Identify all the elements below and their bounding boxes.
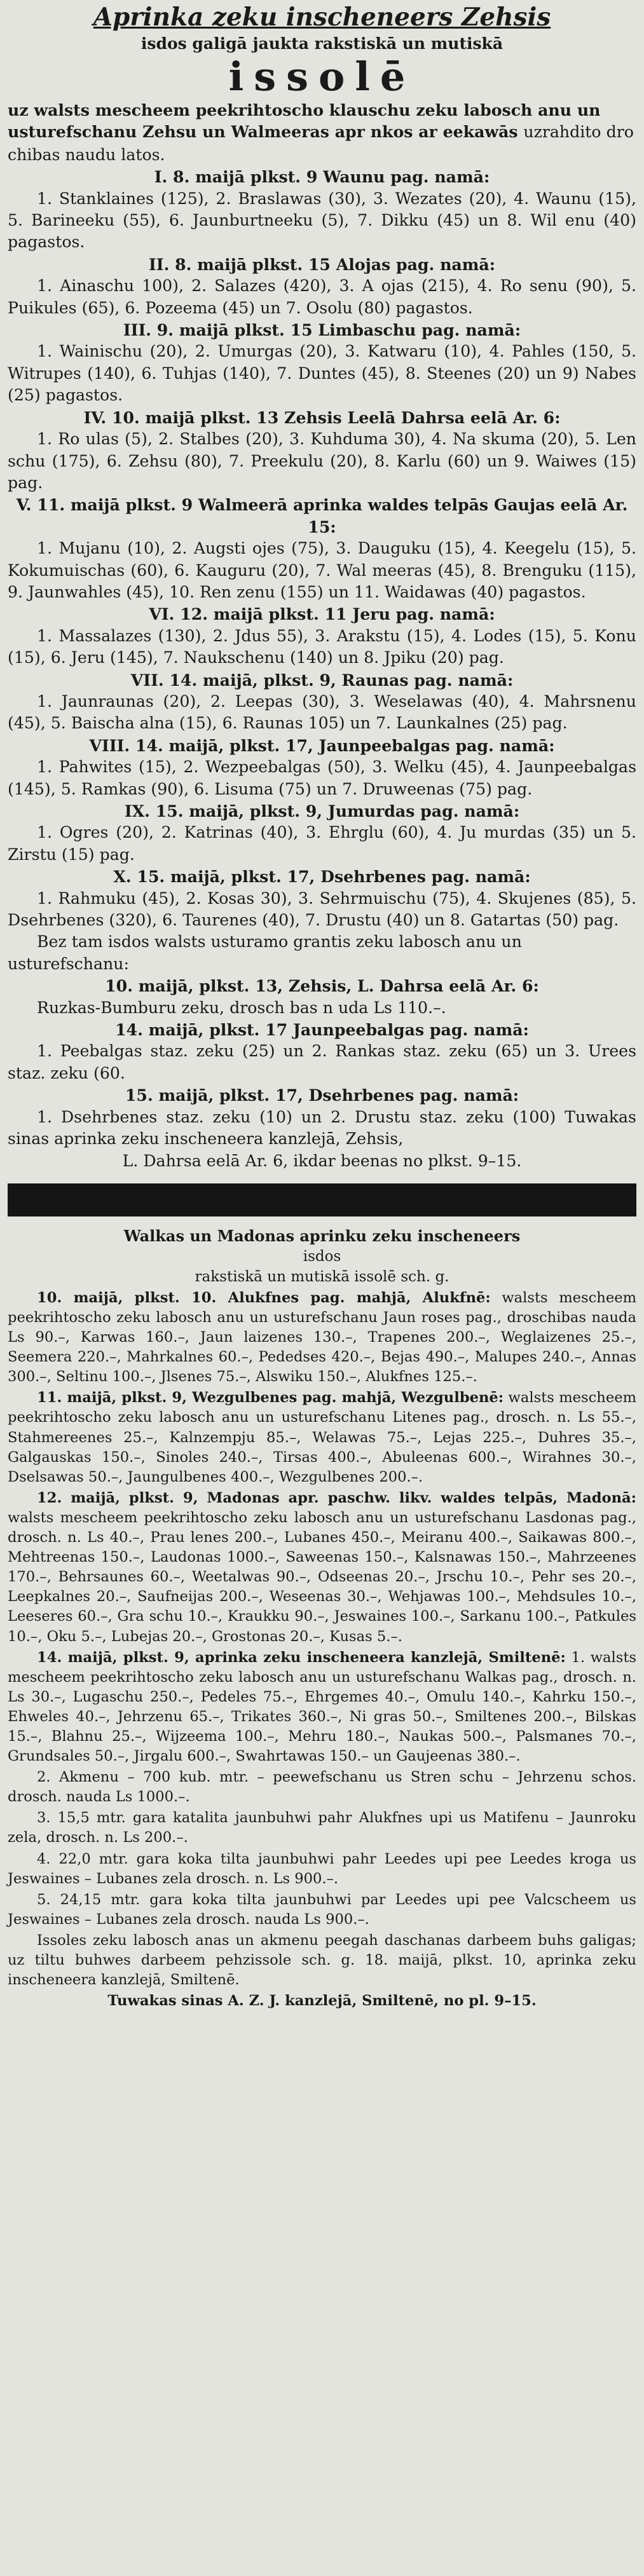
paragraph-lead: 10. maijā, plkst. 10. Alukfnes pag. mahjā, Alukfnē: [37,1289,491,1306]
notice-footer: Tuwakas sinas A. Z. J. kanzlejā, Smiltenē, no pl. 9–15. [107,1993,537,2010]
section-heading: I. 8. maijā plkst. 9 Waunu pag. namā: [154,167,490,187]
paragraph-text: walsts mescheem peekrihtoscho zeku labosch anu un usturefschanu Litenes pag., drosch. n. Ls 55.–, Stahmereenes 25.–, Kalnzempju 85.–, Welawas 75.–, Lejas 225.–, Duhres 35.–, Galgauskas 150.–, Sinoles 240.–, Tirsas 400.–, Abuleenas 600.–, Wirahnes 30.–, Dselsawas 50.–, Jaungulbenes 400.–, Wezgulbenes 200.–. [8,1389,636,1485]
auction-section [8,603,636,669]
state-road-body: 1. Peebalgas staz. zeku (25) un 2. Rankas staz. zeku (65) un 3. Urees staz. zeku (60. [8,1042,636,1082]
intro-normal-text: uzrahdito dro chibas naudu latos. [8,123,634,164]
section-heading: III. 9. maijā plkst. 15 Limbaschu pag. namā: [123,320,521,340]
paragraph-text: Issoles zeku labosch anas un akmenu peegah daschanas darbeem buhs galigas; uz tiltu buhwes darbeem pehzissole sch. g. 18. maijā, plkst. 10, aprinka zeku inscheneera kanzlejā, Smiltenē. [8,1932,636,1989]
state-road-item [8,1019,636,1084]
section-heading: X. 15. maijā, plkst. 17, Dsehrbenes pag. namā: [113,867,531,887]
paragraph-text: 4. 22,0 mtr. gara koka tilta jaunbuhwi pahr Leedes upi pee Leedes kroga us Jeswaines – Lubanes zela drosch. n. Ls 900.–. [8,1850,636,1887]
auction-paragraph [8,1890,636,1930]
paragraph-text: 2. Akmenu – 700 kub. mtr. – peewefschanu us Stren schu – Jehrzenu schos. drosch. nauda Ls 1000.–. [8,1769,636,1806]
auction-paragraph [8,1931,636,1990]
section-heading: VIII. 14. maijā, plkst. 17, Jaunpeebalgas pag. namā: [89,735,555,755]
auction-section [8,254,636,319]
auction-section [8,735,636,800]
notice-intro [8,99,636,166]
section-body: 1. Ro ulas (5), 2. Stalbes (20), 3. Kuhduma 30), 4. Na skuma (20), 5. Len schu (175), 6. Zehsu (80), 7. Preekulu (20), 8. Karlu (60) un 9. Waiwes (15) pag. [8,430,636,492]
section-heading: VI. 12. maijā plkst. 11 Jeru pag. namā: [149,604,495,624]
auction-paragraph [8,1489,636,1647]
auction-section [8,669,636,735]
intro-bold-text: uz walsts mescheem peekrihtoscho klauschu zeku labosch anu un usturefschanu Zehsu un Walmeeras apr nkos ar eekawās [8,100,601,142]
section-body: 1. Massalazes (130), 2. Jdus 55), 3. Arakstu (15), 4. Lodes (15), 5. Konu (15), 6. Jeru (145), 7. Naukschenu (140) un 8. Jpiku (20) pag. [8,626,636,667]
section-heading: IX. 15. maijā, plkst. 9, Jumurdas pag. namā: [124,801,520,821]
notice-subtitle: isdos [303,1248,341,1265]
paragraph-text: 1. walsts mescheem peekrihtoscho zeku labosch anu un usturefschanu Walkas pag., drosch. n. Ls 30.–, Lugaschu 250.–, Pedeles 75.–, Ehrgemes 40.–, Omulu 140.–, Kahrku 150.–, Ehweles 40.–, Jehrzenu 65.–, Trikates 360.–, Ni gras 50.–, Smiltenes 200.–, Bilskas 15.–, Blahnu 25.–, Wijzeema 100.–, Mehru 180.–, Naukas 500.–, Palsmanes 70.–, Grundsales 50.–, Jirgalu 600.–, Swahrtawas 150.– un Gaujeenas 380.–. [8,1649,637,1765]
paragraph-lead: 14. maijā, plkst. 9, aprinka zeku inscheneera kanzlejā, Smiltenē: [37,1649,566,1666]
auction-section [8,319,636,407]
auction-section [8,800,636,866]
section-heading: II. 8. maijā plkst. 15 Alojas pag. namā: [149,254,495,274]
state-road-heading: 14. maijā, plkst. 17 Jaunpeebalgas pag. namā: [115,1020,529,1040]
state-road-item [8,975,636,1019]
notice-zehsis [8,1,636,1172]
section-heading: IV. 10. maijā plkst. 13 Zehsis Leelā Dahrsa eelā Ar. 6: [83,407,561,427]
section-body: 1. Wainischu (20), 2. Umurgas (20), 3. Katwaru (10), 4. Pahles (150, 5. Witrupes (140), 6. Tuhjas (140), 7. Duntes (45), 8. Steenes (20) un 9) Nabes (25) pagastos. [8,342,636,405]
section-body: 1. Stanklaines (125), 2. Braslawas (30), 3. Wezates (20), 4. Waunu (15), 5. Barineeku (55), 6. Jaunburtneeku (5), 7. Dikku (45) un 8. Wil enu (40) pagastos. [8,189,636,252]
paragraph-lead: 12. maijā, plkst. 9, Madonas apr. paschw. likv. waldes telpās, Madonā: [37,1489,636,1506]
auction-section [8,866,636,931]
paragraph-lead: 11. maijā, plkst. 9, Wezgulbenes pag. mahjā, Wezgulbenē: [37,1389,504,1407]
notice-footer: L. Dahrsa eelā Ar. 6, ikdar beenas no plkst. 9–15. [122,1151,522,1170]
section-body: 1. Rahmuku (45), 2. Kosas 30), 3. Sehrmuischu (75), 4. Skujenes (85), 5. Dsehrbenes (320), 6. Taurenes (40), 7. Drustu (40) un 8. Gatartas (50) pag. [8,889,636,930]
section-body: 1. Pahwites (15), 2. Wezpeebalgas (50), 3. Welku (45), 4. Jaunpeebalgas (145), 5. Ramkas (90), 6. Lisuma (75) un 7. Druweenas (75) pag. [8,758,636,798]
auction-paragraph [8,1768,636,1807]
auction-section [8,407,636,494]
section-heading: V. 11. maijā plkst. 9 Walmeerā aprinka waldes telpās Gaujas eelā Ar. 15: [16,495,628,536]
paragraph-text: 3. 15,5 mtr. gara katalita jaunbuhwi pahr Alukfnes upi us Matifenu – Jaunroku zela, drosch. n. Ls 200.–. [8,1809,636,1846]
section-body: 1. Jaunraunas (20), 2. Leepas (30), 3. Weselawas (40), 4. Mahrsnenu (45), 5. Baischa alna (15), 6. Raunas 105) un 7. Launkalnes (25) pag. [8,692,636,733]
section-body: 1. Ogres (20), 2. Katrinas (40), 3. Ehrglu (60), 4. Ju murdas (35) un 5. Zirstu (15) pag. [8,823,636,864]
auction-section [8,166,636,254]
auction-paragraph [8,1850,636,1889]
state-roads-intro: Bez tam isdos walsts usturamo grantis zeku labosch anu un usturefschanu: [8,932,522,973]
auction-section [8,494,636,603]
state-road-item [8,1084,636,1150]
notice-subtitle: isdos galigā jaukta rakstiskā un mutiskā [140,34,504,53]
paragraph-text: walsts mescheem peekrihtoscho zeku labosch anu un usturefschanu Lasdonas pag., drosch. n. Ls 40.–, Prau lenes 200.–, Lubanes 450.–, Meiranu 400.–, Saikawas 800.–, Mehtreenas 150.–, Laudonas 1000.–, Saweenas 150.–, Kalsnawas 150.–, Mahrzeenes 170.–, Behrsaunes 60.–, Weetalwas 90.–, Odseenas 20.–, Jrschu 10.–, Pehr ses 20.–, Leepkalnes 20.–, Saufneijas 200.–, Weseenas 30.–, Wehjawas 100.–, Mehdsules 10.–, Leeseres 60.–, Gra schu 10.–, Kraukku 90.–, Jeswaines 100.–, Sarkanu 100.–, Patkules 10.–, Oku 5.–, Lubejas 20.–, Grostonas 20.–, Kusas 5.–. [8,1509,636,1645]
notice-title: Walkas un Madonas aprinku zeku inscheneers [123,1226,521,1245]
state-road-heading: 15. maijā, plkst. 17, Dsehrbenes pag. namā: [125,1086,519,1105]
section-body: 1. Ainaschu 100), 2. Salazes (420), 3. A ojas (215), 4. Ro senu (90), 5. Puikules (65), 6. Pozeema (45) un 7. Osolu (80) pagastos. [8,276,636,317]
paragraph-text: 5. 24,15 mtr. gara koka tilta jaunbuhwi par Leedes upi pee Valcscheem us Jeswaines – Lubanes zela drosch. nauda Ls 900.–. [8,1891,636,1928]
state-road-heading: 10. maijā, plkst. 13, Zehsis, L. Dahrsa eelā Ar. 6: [105,976,539,996]
state-road-body: Ruzkas-Bumburu zeku, drosch bas n uda Ls 110.–. [37,998,446,1017]
section-body: 1. Mujanu (10), 2. Augsti ojes (75), 3. Dauguku (15), 4. Keegelu (15), 5. Kokumuischas (60), 6. Kauguru (20), 7. Wal meeras (45), 8. Brenguku (115), 9. Jaunwahles (45), 10. Ren zenu (155) un 11. Waidawas (40) pagastos. [8,539,636,601]
auction-paragraph [8,1808,636,1848]
section-heading: VII. 14. maijā, plkst. 9, Raunas pag. namā: [130,670,514,690]
auction-paragraph [8,1648,636,1767]
notice-headline: issolē [228,53,416,100]
state-road-body: 1. Dsehrbenes staz. zeku (10) un 2. Drustu staz. zeku (100) Tuwakas sinas aprinka zeku inscheneera kanzlejā, Zehsis, [8,1107,636,1148]
notice-subtitle-2: rakstiskā un mutiskā issolē sch. g. [195,1268,449,1285]
paragraph-text: walsts mescheem peekrihtoscho zeku labosch anu un usturefschanu Jaun roses pag., droschibas nauda Ls 90.–, Karwas 160.–, Jaun laizenes 130.–, Trapenes 200.–, Weglaizenes 25.–, Seemera 220.–, Mahrkalnes 60.–, Pededses 420.–, Bejas 490.–, Malupes 240.–, Annas 300.–, Seltinu 100.–, Jlsenes 75.–, Alswiku 150.–, Alukfnes 125.–. [8,1289,636,1386]
auction-paragraph [8,1288,636,1387]
notice-walka-madona [8,1225,636,2011]
section-divider-bar [8,1183,636,1216]
auction-paragraph [8,1388,636,1487]
notice-title: Aprinka zeku inscheneers Zehsis [93,3,551,32]
